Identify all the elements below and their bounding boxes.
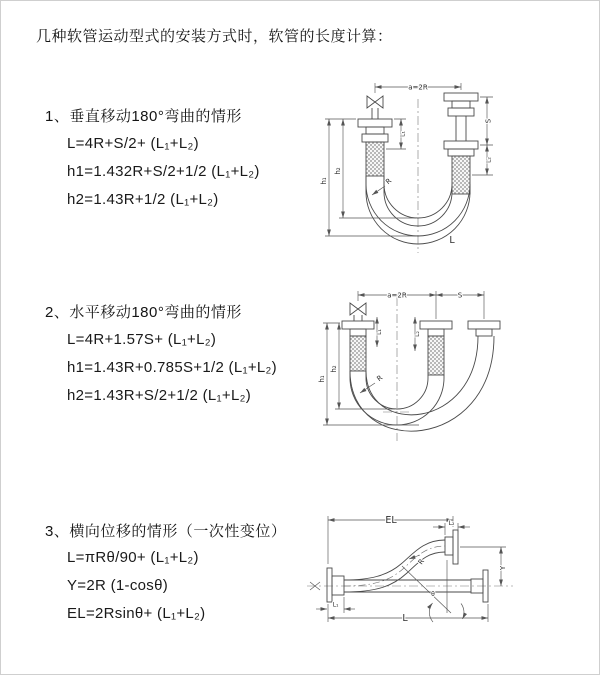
section-1-heading: 1、垂直移动180°弯曲的情形 [45,108,242,125]
dim-label-l: L [449,235,455,246]
dim-label-r: R [375,373,385,384]
centerline [383,297,411,441]
dim-label-l1: L₁ [376,329,383,335]
dim-label-theta: θ [431,591,435,598]
dim-label-a2r: a=2R [387,291,407,300]
right-lower-flange [444,141,478,149]
dim-label-h2: h₂ [330,365,338,373]
dimension-lines [323,291,484,425]
dim-label-s: S [484,118,493,124]
section-2-formula-h1: h1=1.43R+0.785S+1/2 (L₁+L₂) [67,359,277,376]
dim-label-a2r: a=2R [408,83,428,92]
middle-braided-hose [428,336,444,375]
diagram-horizontal-movement [313,281,600,451]
page-title: 几种软管运动型式的安装方式时，软管的长度计算： [36,28,393,45]
section-3-formula-L: L=πRθ/90+ (L₁+L₂) [67,549,199,566]
section-2-formula-L: L=4R+1.57S+ (L₁+L₂) [67,331,217,348]
left-braided-hose [350,336,366,371]
dim-label-l2: L₂ [448,520,455,527]
dim-label-h1: h₁ [318,375,326,383]
diagram-vertical-movement [313,71,585,271]
middle-flange [420,321,452,329]
dim-label-h1: h₁ [320,177,328,185]
right-upper-flange [444,93,478,101]
hose-assembly [342,303,500,431]
dim-label-l1: L₁ [399,131,407,137]
section-3-heading: 3、横向位移的情形（一次性变位） [45,523,287,540]
dim-label-l2: L₂ [414,331,421,337]
section-3-formula-Y: Y=2R (1-cosθ) [67,577,169,594]
dim-label-r: R [416,557,427,567]
dim-label-y: Y [499,565,507,571]
section-2-formula-h2: h2=1.43R+S/2+1/2 (L₁+L₂) [67,387,252,404]
section-2-heading: 2、水平移动180°弯曲的情形 [45,304,242,321]
displaced-hose [344,540,445,580]
dim-label-l1: L₁ [332,601,339,609]
right-flange [468,321,500,329]
dim-label-l2: L₂ [485,157,493,163]
left-flange [358,119,392,127]
dim-label-r: R [384,176,394,187]
right-braided-hose [452,156,470,194]
valve-symbol [367,96,383,108]
diagram-lateral-displacement [299,506,599,656]
left-flange-plate [327,568,332,602]
hose-assembly [327,530,488,602]
elevated-flange-hub [445,537,453,555]
dim-label-l: L [402,612,408,624]
section-1-formula-h2: h2=1.43R+1/2 (L₁+L₂) [67,191,219,208]
section-1-formula-h1: h1=1.432R+S/2+1/2 (L₁+L₂) [67,163,260,180]
hose-bend-position2 [350,336,494,431]
section-3-formula-EL: EL=2Rsinθ+ (L₁+L₂) [67,605,206,622]
elevated-flange-plate [453,530,458,564]
left-flange [342,321,374,329]
valve-symbol [350,303,366,315]
dim-label-el: EL [385,515,397,526]
left-braided-hose [366,142,384,176]
dim-label-s: S [457,291,463,300]
dim-label-h2: h₂ [334,167,342,175]
section-1-formula-L: L=4R+S/2+ (L₁+L₂) [67,135,199,152]
